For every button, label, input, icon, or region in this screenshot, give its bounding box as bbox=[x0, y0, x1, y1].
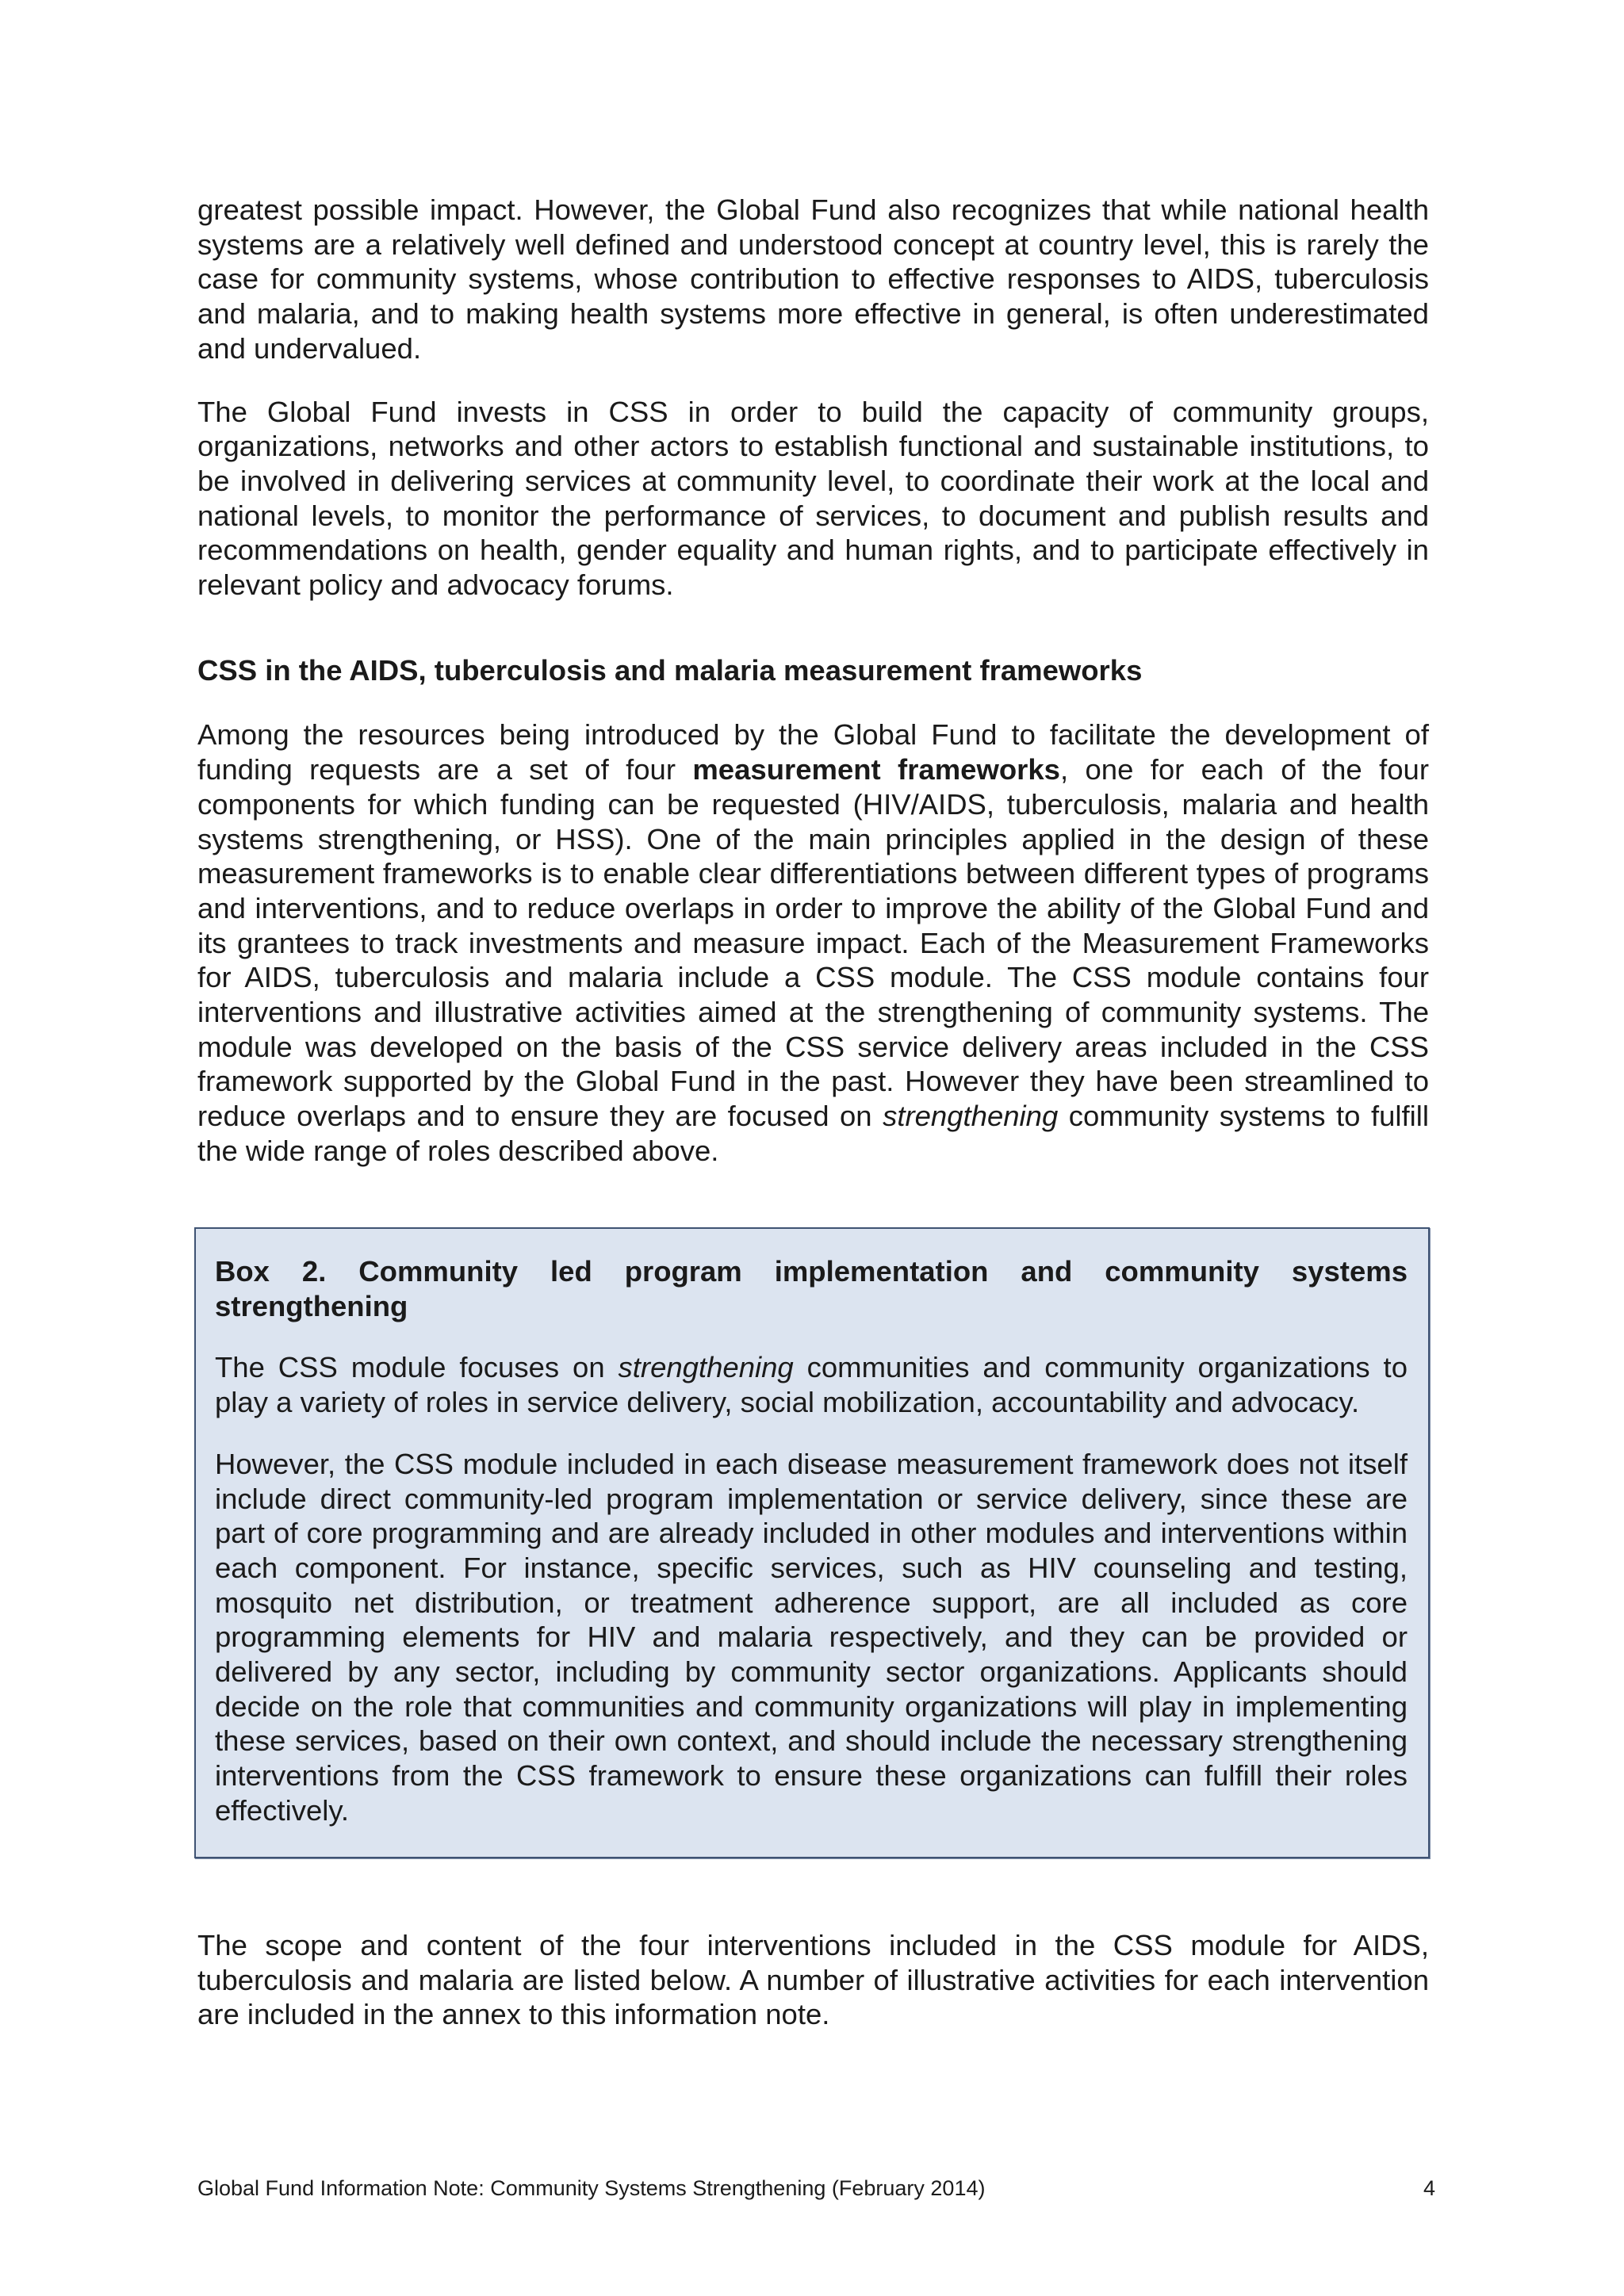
section-heading: CSS in the AIDS, tuberculosis and malaria measurement frameworks bbox=[197, 653, 1143, 687]
closing-section bbox=[197, 1928, 1429, 2032]
box-2 bbox=[194, 1227, 1430, 1858]
page-number: 4 bbox=[1423, 2176, 1435, 2200]
text-segment: , one for each of the four components for which funding can be requested (HIV/AIDS, tuberculosis, malaria and health systems strengthening, or HSS). One of the main principles applied in the design of these measurement frameworks is to enable clear differentiations between different types of programs and interventions, and to reduce overlaps in order to improve the ability of the Global Fund and its grantees to track investments and measure impact. Each of the Measurement Frameworks for AIDS, tuberculosis and malaria include a CSS module. The CSS module contains four interventions and illustrative activities aimed at the strengthening of community systems. The module was developed on the basis of the CSS service delivery areas included in the CSS framework supported by the Global Fund in the past. However they have been streamlined to reduce overlaps and to ensure they are focused on bbox=[197, 753, 1429, 1133]
paragraph-css-investment: The Global Fund invests in CSS in order to build the capacity of community groups, organizations, networks and other actors to establish functional and sustainable institutions, to be involved in delivering services at community level, to coordinate their work at the local and national levels, to monitor the performance of services, to document and publish results and recommendations on health, gender equality and human rights, and to participate effectively in relevant policy and advocacy forums. bbox=[197, 395, 1429, 602]
bold-text: measurement frameworks bbox=[692, 753, 1060, 786]
italic-text: strengthening bbox=[618, 1351, 794, 1384]
box-title: Box 2. Community led program implementation and community systems strengthening bbox=[215, 1255, 1408, 1322]
text-segment: communities and community organizations to play a variety of roles in service delivery, social mobilization, accountability and advocacy. bbox=[215, 1351, 1408, 1419]
box-paragraph-focus bbox=[215, 1350, 1408, 1419]
paragraph-impact: greatest possible impact. However, the Global Fund also recognizes that while national health systems are a relatively well defined and understood concept at country level, this is rarely the case for community systems, whose contribution to effective responses to AIDS, tuberculosis and malaria, and to making health systems more effective in general, is often underestimated and undervalued. bbox=[197, 193, 1429, 365]
text-segment: Among the resources being introduced by the Global Fund to facilitate the development of funding requests are a set of four bbox=[197, 718, 1429, 786]
paragraph-measurement-frameworks bbox=[197, 718, 1429, 1168]
text-segment: community systems to fulfill the wide range of roles described above. bbox=[197, 1100, 1429, 1167]
paragraph-interventions-scope: The scope and content of the four interventions included in the CSS module for AIDS, tuberculosis and malaria are listed below. A number of illustrative activities for each intervention are included in the annex to this information note. bbox=[197, 1929, 1429, 2031]
italic-text: strengthening bbox=[883, 1100, 1059, 1133]
page-footer bbox=[197, 2175, 1435, 2201]
box-paragraph-scope: However, the CSS module included in each disease measurement framework does not itself include direct community-led program implementation or service delivery, since these are part of core programming and are already included in other modules and interventions within each component. For instance, specific services, such as HIV counseling and testing, mosquito net distribution, or treatment adherence support, are all included as core programming elements for HIV and malaria respectively, and they can be provided or delivered by any sector, including by community sector organizations. Applicants should decide on the role that communities and community organizations will play in implementing these services, based on their own context, and should include the necessary strengthening interventions from the CSS framework to ensure these organizations can fulfill their roles effectively. bbox=[215, 1447, 1408, 1827]
main-content bbox=[197, 193, 1429, 1169]
footer-title: Global Fund Information Note: Community Systems Strengthening (February 2014) bbox=[197, 2176, 986, 2200]
text-segment: The CSS module focuses on bbox=[215, 1351, 619, 1384]
